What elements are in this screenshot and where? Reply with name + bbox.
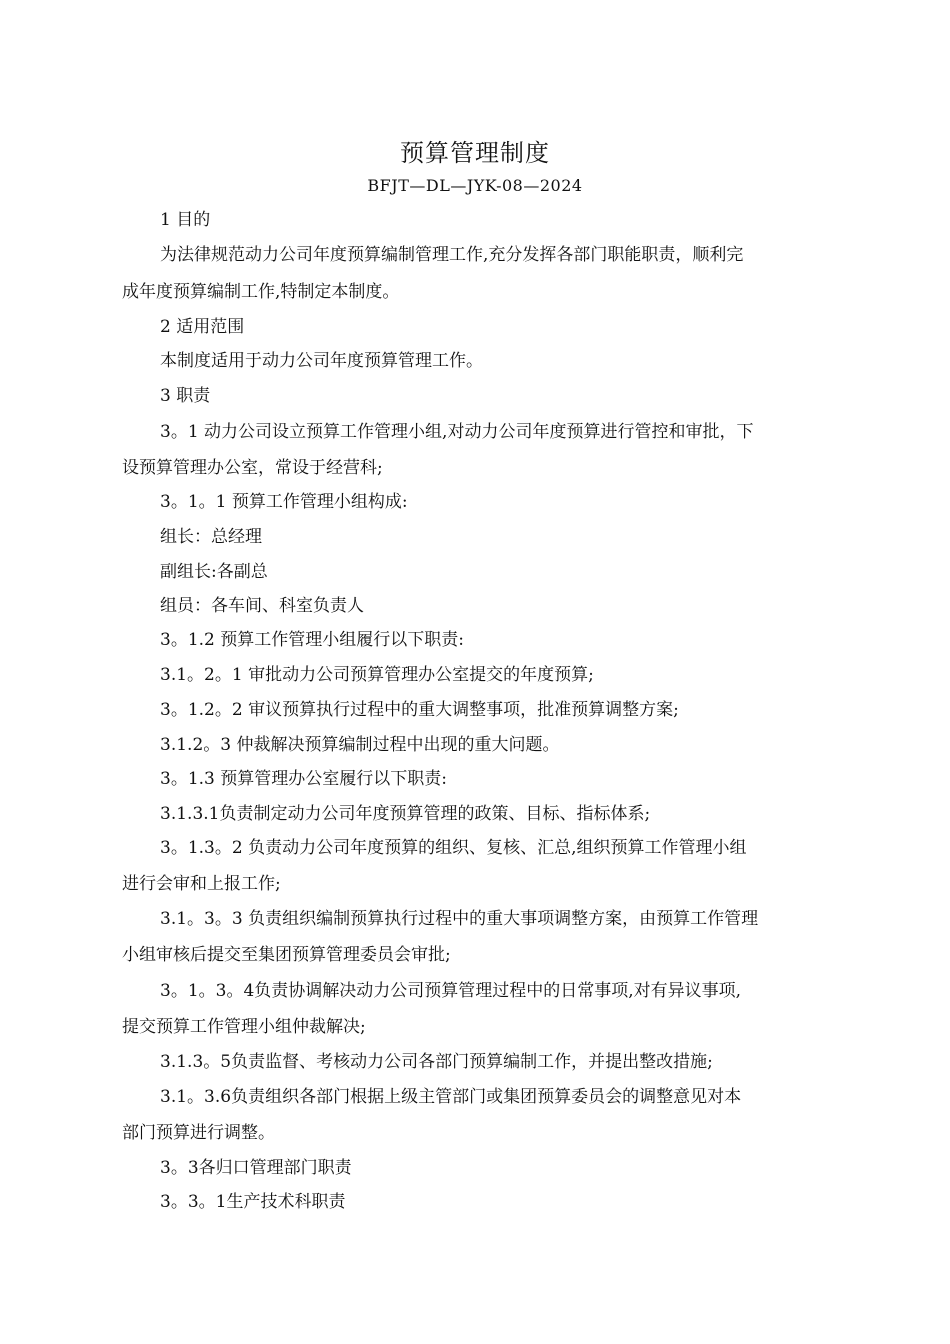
paragraph-line: 3。3各归口管理部门职责 bbox=[160, 1158, 352, 1178]
paragraph-line: 3。1.3 预算管理办公室履行以下职责: bbox=[160, 769, 447, 789]
paragraph-line: 3。1。3。4负责协调解决动力公司预算管理过程中的日常事项,对有异议事项, bbox=[160, 981, 742, 1001]
paragraph-line: 小组审核后提交至集团预算管理委员会审批; bbox=[122, 945, 451, 965]
paragraph-line: 本制度适用于动力公司年度预算管理工作。 bbox=[160, 351, 483, 371]
paragraph-line: 3.1。2。1 审批动力公司预算管理办公室提交的年度预算; bbox=[160, 665, 594, 685]
paragraph-line: 3.1.3。5负责监督、考核动力公司各部门预算编制工作，并提出整改措施; bbox=[160, 1052, 713, 1072]
paragraph-line: 设预算管理办公室，常设于经营科; bbox=[122, 458, 383, 478]
paragraph-line: 部门预算进行调整。 bbox=[122, 1123, 275, 1143]
paragraph-line: 3。3。1生产技术科职责 bbox=[160, 1192, 346, 1212]
paragraph-line: 成年度预算编制工作,特制定本制度。 bbox=[122, 282, 400, 302]
paragraph-line: 为法律规范动力公司年度预算编制管理工作,充分发挥各部门职能职责，顺利完 bbox=[160, 245, 744, 265]
paragraph-line: 3.1。3。3 负责组织编制预算执行过程中的重大事项调整方案，由预算工作管理 bbox=[160, 909, 759, 929]
paragraph-line: 3.1.2。3 仲裁解决预算编制过程中出现的重大问题。 bbox=[160, 735, 560, 755]
section-heading: 2 适用范围 bbox=[160, 317, 245, 337]
section-heading: 1 目的 bbox=[160, 210, 211, 230]
section-heading: 3 职责 bbox=[160, 386, 211, 406]
document-code: BFJT—DL—JYK-08—2024 bbox=[367, 176, 583, 195]
paragraph-line: 3.1。3.6负责组织各部门根据上级主管部门或集团预算委员会的调整意见对本 bbox=[160, 1087, 742, 1107]
paragraph-line: 3。1。1 预算工作管理小组构成: bbox=[160, 492, 408, 512]
paragraph-line: 3。1.3。2 负责动力公司年度预算的组织、复核、汇总,组织预算工作管理小组 bbox=[160, 838, 747, 858]
paragraph-line: 副组长:各副总 bbox=[160, 562, 268, 582]
paragraph-line: 3.1.3.1负责制定动力公司年度预算管理的政策、目标、指标体系; bbox=[160, 804, 651, 824]
document-title: 预算管理制度 bbox=[400, 139, 550, 167]
paragraph-line: 3。1.2。2 审议预算执行过程中的重大调整事项，批准预算调整方案; bbox=[160, 700, 679, 720]
paragraph-line: 组长：总经理 bbox=[160, 527, 262, 547]
paragraph-line: 组员：各车间、科室负责人 bbox=[160, 596, 364, 616]
paragraph-line: 3。1.2 预算工作管理小组履行以下职责: bbox=[160, 630, 464, 650]
paragraph-line: 进行会审和上报工作; bbox=[122, 874, 281, 894]
paragraph-line: 提交预算工作管理小组仲裁解决; bbox=[122, 1017, 366, 1037]
paragraph-line: 3。1 动力公司设立预算工作管理小组,对动力公司年度预算进行管控和审批，下 bbox=[160, 422, 754, 442]
